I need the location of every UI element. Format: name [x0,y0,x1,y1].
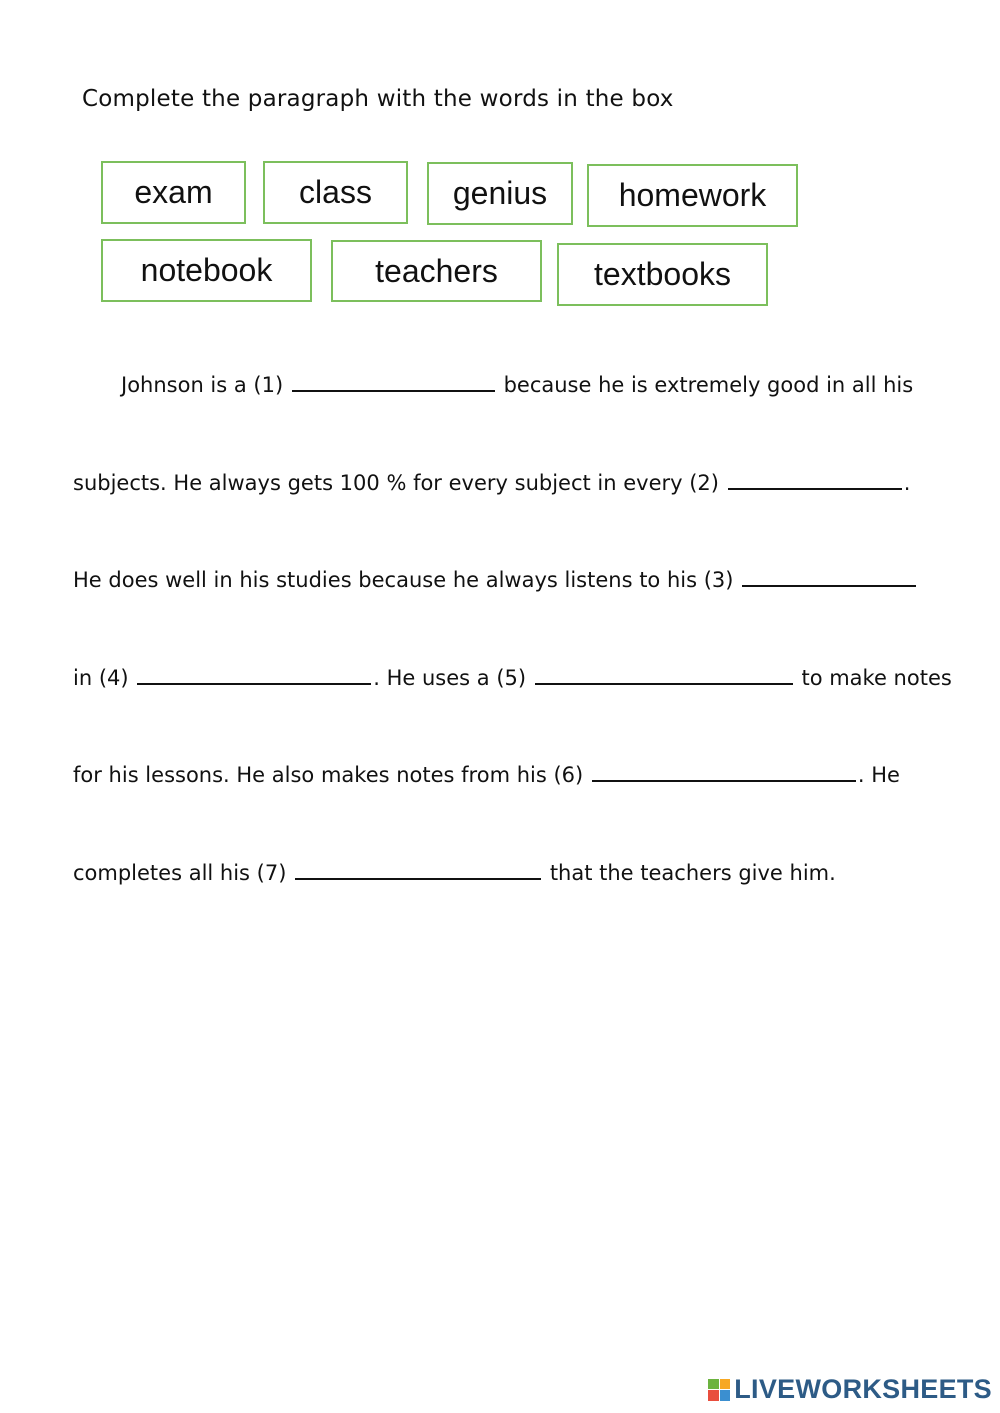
line-text: . He uses a (5) [373,666,527,690]
paragraph-line-4 [73,663,952,690]
blank-5[interactable] [535,663,793,685]
liveworksheets-logo [708,1374,992,1405]
word-box-class[interactable]: class [263,161,408,224]
logo-mark-square [708,1379,719,1390]
word-box-notebook[interactable]: notebook [101,239,312,302]
paragraph-line-6 [73,858,836,885]
paragraph-line-1 [121,370,913,397]
line-text: . He [857,763,900,787]
line-text: He does well in his studies because he always listens to his (3) [73,568,734,592]
logo-text: LIVEWORKSHEETS [734,1374,992,1404]
line-text: to make notes [801,666,952,690]
word-box-teachers[interactable]: teachers [331,240,542,302]
blank-1[interactable] [292,370,495,392]
blank-6[interactable] [592,760,856,782]
line-text: . [903,471,911,495]
instruction-heading: Complete the paragraph with the words in the box [82,86,674,112]
logo-mark-square [720,1390,731,1401]
paragraph-line-3 [73,565,918,592]
blank-2[interactable] [728,468,902,490]
logo-mark-icon [708,1379,730,1401]
line-text: subjects. He always gets 100 % for every subject in every (2) [73,471,719,495]
blank-3[interactable] [742,565,916,587]
line-text: in (4) [73,666,129,690]
line-text: for his lessons. He also makes notes from his (6) [73,763,584,787]
line-text: Johnson is a (1) [121,373,284,397]
logo-mark-square [708,1390,719,1401]
paragraph-line-5 [73,760,900,787]
line-text: that the teachers give him. [549,861,836,885]
word-box-exam[interactable]: exam [101,161,246,224]
line-text: completes all his (7) [73,861,287,885]
word-box-homework[interactable]: homework [587,164,798,227]
logo-mark-square [720,1379,731,1390]
paragraph-line-2 [73,468,910,495]
word-box-textbooks[interactable]: textbooks [557,243,768,306]
blank-7[interactable] [295,858,541,880]
blank-4[interactable] [137,663,371,685]
word-box-genius[interactable]: genius [427,162,573,225]
line-text: because he is extremely good in all his [503,373,914,397]
